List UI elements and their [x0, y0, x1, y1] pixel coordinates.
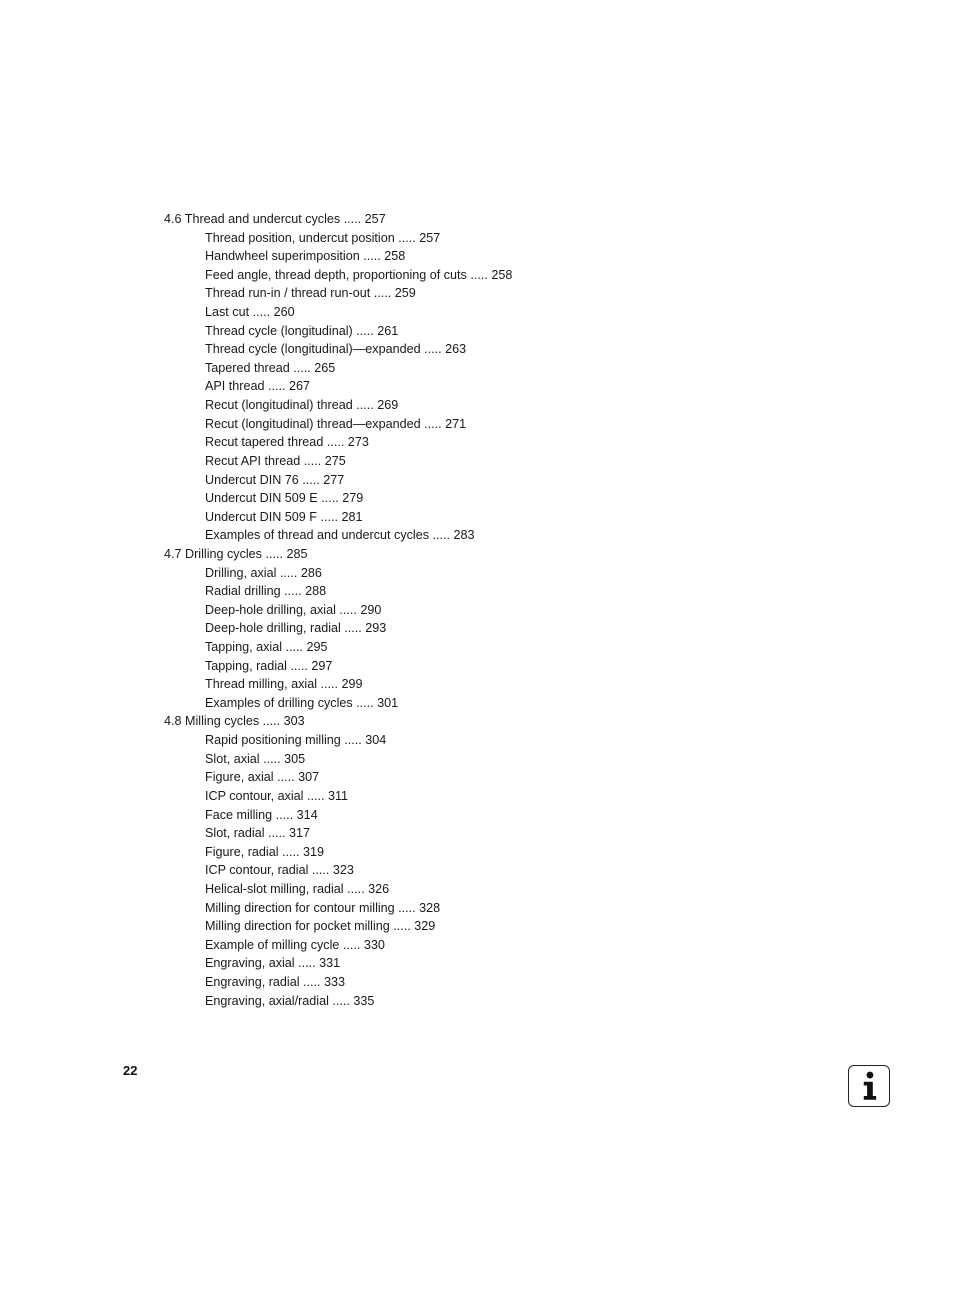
toc-entry: ICP contour, axial ..... 311: [205, 788, 349, 803]
toc-entry: API thread ..... 267: [205, 379, 311, 394]
toc-entry: Feed angle, thread depth, proportioning of cuts ..... 258: [205, 267, 513, 282]
toc-entry: Example of milling cycle ..... 330: [205, 937, 385, 952]
toc-entry: Tapping, axial ..... 295: [205, 640, 328, 655]
toc-entry: Undercut DIN 509 E ..... 279: [205, 491, 364, 506]
toc-entry: Undercut DIN 509 F ..... 281: [205, 509, 363, 524]
toc-entry: Drilling, axial ..... 286: [205, 565, 322, 580]
toc-entry: Rapid positioning milling ..... 304: [205, 733, 387, 748]
toc-entry: Deep-hole drilling, axial ..... 290: [205, 602, 382, 617]
toc-entry: Handwheel superimposition ..... 258: [205, 249, 406, 264]
toc-entry: Engraving, radial ..... 333: [205, 974, 346, 989]
toc-section-heading: 4.7 Drilling cycles ..... 285: [164, 546, 308, 561]
toc-entry: Examples of drilling cycles ..... 301: [205, 695, 399, 710]
toc-entry: Figure, radial ..... 319: [205, 844, 325, 859]
toc-section-heading: 4.8 Milling cycles ..... 303: [164, 714, 305, 729]
toc-entry: Tapping, radial ..... 297: [205, 658, 333, 673]
toc-entry: Thread run-in / thread run-out ..... 259: [205, 286, 416, 301]
toc-entry: ICP contour, radial ..... 323: [205, 863, 354, 878]
toc-entry: Milling direction for pocket milling ..... 329: [205, 919, 436, 934]
toc-entry: Engraving, axial ..... 331: [205, 956, 341, 971]
toc-entry: Thread position, undercut position ..... 257: [205, 230, 441, 245]
toc-entry: Thread cycle (longitudinal)—expanded ..... 263: [205, 342, 467, 357]
toc-entry: Slot, radial ..... 317: [205, 826, 311, 841]
toc-entry: Milling direction for contour milling ..... 328: [205, 900, 441, 915]
info-icon-glyph: [849, 1066, 889, 1106]
toc-entry: Last cut ..... 260: [205, 305, 295, 320]
toc-entry: Radial drilling ..... 288: [205, 584, 327, 599]
page-number: 22: [123, 1063, 138, 1078]
toc-entry: Figure, axial ..... 307: [205, 770, 320, 785]
toc-entry: Tapered thread ..... 265: [205, 360, 336, 375]
toc-entry: Examples of thread and undercut cycles ..... 283: [205, 528, 475, 543]
table-of-contents: [164, 210, 864, 1010]
toc-entry: Face milling ..... 314: [205, 807, 318, 822]
toc-entry: Deep-hole drilling, radial ..... 293: [205, 621, 387, 636]
toc-entry: Engraving, axial/radial ..... 335: [205, 993, 375, 1008]
toc-entry: Thread milling, axial ..... 299: [205, 677, 363, 692]
toc-entry: Slot, axial ..... 305: [205, 751, 306, 766]
toc-entry: Recut API thread ..... 275: [205, 453, 346, 468]
toc-entry: Recut (longitudinal) thread—expanded ..... 271: [205, 416, 467, 431]
toc-entry: Thread cycle (longitudinal) ..... 261: [205, 323, 399, 338]
toc-entry: Helical-slot milling, radial ..... 326: [205, 881, 390, 896]
toc-entry: Undercut DIN 76 ..... 277: [205, 472, 345, 487]
info-icon: [848, 1065, 890, 1107]
toc-section-heading: 4.6 Thread and undercut cycles ..... 257: [164, 212, 386, 226]
toc-entry: Recut tapered thread ..... 273: [205, 435, 369, 450]
toc-entry: Recut (longitudinal) thread ..... 269: [205, 398, 399, 413]
